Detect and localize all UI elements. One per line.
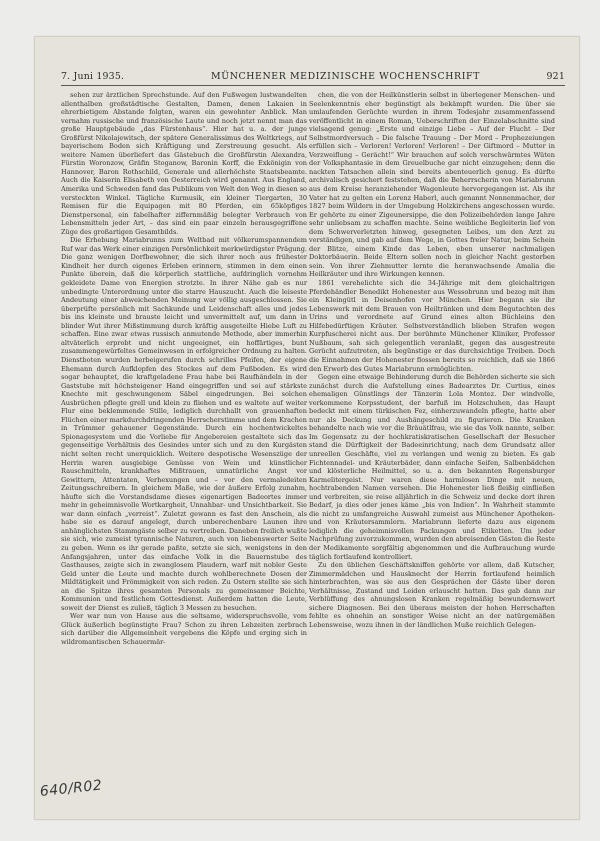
- left-column: [61, 91, 307, 791]
- header-date: 7. Juni 1935.: [61, 71, 125, 82]
- paragraph: sehen zur ärztlichen Sprechstunde. Auf den Fußwegen lustwandelten allenthalben großstädtische Gestalten, Damen, denen Lakaien in ehrerbietigem Abstande folgten, waren ein gewohnter Anblick. Man vernahm russische und französische Laute und noch jetzt nennt man das große Hauptgebäude „das Fürstenhaus“. Hier hat u. a. der junge Großfürst Nikolajewitsch, der spätere Generalissimus des Weltkriegs, auf bayerischem Boden sich Kräftigung und Zerstreuung gesucht. Als weitere Namen überliefert das Gästebuch die Großfürstin Alexandra, Fürstin Woronzow, Gräfin Stoganow, Baronin Korff, die Exkönigin von Hannover, Baron Rothschild, Generale und allerhöchste Staatsbeamte. Auch die Kaiserin Elisabeth von Oesterreich wird genannt. Aus England, Amerika und Schweden fand das Publikum von Welt den Weg in diesen so versteckten Winkel. Tägliche Kurmusik, ein kleiner Tiergarten, 30 Remisen für die Equipagen mit 80 Pferden, ein 65köpfiges Dienstpersonal, ein fabelhafter ziffernmäßig belegter Verbrauch von Lebensmitteln jeder Art, – das sind ein paar einzeln herausgegriffene Züge des großartigen Gesamtbilds.: [61, 91, 307, 236]
- paragraph: chen, die von der Heilkünstlerin selbst in überlegener Menschen- und Seelenkenntnis eher begünstigt als bekämpft wurden. Die über sie umlaufenden Gerüchte wurden in ihrem Todesjahr zusammenfassend veröffentlicht in einem Roman, Ueberschriften der Einzelabschnitte sind vielsagend genug: „Erste und einzige Liebe – Auf der Flucht – Der Selbstmordversuch – Die falsche Trauung – Der Mord – Prophezeiungen erfüllen sich – Verloren! Verloren! Verloren! – Der Giftmord – Mutter in Verzweiflung – Gerächt!“ Wir brauchen auf solch verschwärmtes Wüten der Volksphantasie in dem Greuelbuche gar nicht einzugehen; denn die nackten Tatsachen allein sind bereits abenteuerlich genug. Es dürfte archivalisch gesichert feststehen, daß die Beherrscherin von Mariabrunn aus dem Kreise heranziehender Wagenleute hervorgegangen ist. Als ihr Vater hat zu gelten ein Lorenz Haberl, auch genannt Nonnenmacher, der 1827 beim Wildern in der Umgebung Holzkirchens angeschossen wurde. Er gehörte zu einer Zigeunersippe, die den Polizeibehörden lange Jahre sehr unliebsam zu schaffen machte. Seine weibliche Begleiterin lief von dem Schwerverletzten hinweg, gesegneten Leibes, um den Arzt zu verständigen, und gab auf dem Wege, in Gottes freier Natur, beim Schein der Blitze, einem Kinde das Leben, eben unserer nachmaligen Doktorbäuerin. Beide Eltern sollen noch in gleicher Nacht gestorben sein. Von ihrer Ziehmutter lernte die heranwachsende Amalia die Heilkräuter und ihre Wirkungen kennen.: [309, 91, 555, 279]
- journal-title: MÜNCHENER MEDIZINISCHE WOCHENSCHRIFT: [211, 71, 480, 82]
- paragraph: 1861 verehelichte sich die 34-Jährige mit dem gleichaltrigen Pferdehändler Benedikt Hohenester aus Wessobrunn und bezog mit ihm ein Kleingütl in Deisenhofen vor München. Hier begann sie ihr Lebenswerk mit dem Brauen von Heiltränken und dem Begutachten des Urins und verordnete auf Grund eines alten Büchleins den Hilfebedürftigen Kräuter. Selbstverständlich blieben Strafen wegen Kurpfuscherei nicht aus. Der berühmte Münchener Kliniker, Professor Nußbaum, sah sich gelegentlich veranlaßt, gegen das ausgestreute Gerücht aufzutreten, als begünstige er das durchsichtige Treiben. Doch die Einnahmen der Hohenester flossen bereits so reichlich, daß sie 1866 den Erwerb des Gutes Mariabrunn ermöglichten.: [309, 279, 555, 373]
- page-sheet: [34, 36, 580, 820]
- paragraph: Zu den üblichen Geschäftskniffen gehörte vor allem, daß Kutscher, Zimmermädchen und Hausknecht der Herrin fortlaufend heimlich hinterbrachten, was sie aus den Gesprächen der Gäste über deren Verhältnisse, Zustand und Leiden erlauscht hatten. Das gab dann zur Verblüffung des ahnungslosen Kranken regelmäßig bewundernswert sichere Diagnosen. Bei den überaus meisten der hohen Herrschaften fehlte es ohnehin an sonstiger Weise nicht an der natürgemäßen Lebensweise, wozu ihnen in der ländlichen Muße reichlich Gelegen-: [309, 561, 555, 629]
- right-column: [309, 91, 555, 791]
- paragraph: Wer war nun von Hause aus die seltsame, widerspruchsvolle, vom Glück äußerlich begünstigte Frau? Schon zu ihren Lebzeiten zerbrach sich darüber die Allgemeinheit vergebens die Köpfe und erging sich in wildromantischen Schauermär-: [61, 612, 307, 646]
- paragraph: Gegen eine etwaige Behinderung durch die Behörden sicherte sie sich zunächst durch die Aufstellung eines Badearztes Dr. Curtius, eines ehemaligen Günstlings der Tänzerin Lola Montez. Der windvolle, verkommene Korpsstudent, der barfuß im Holzschuhen, das Haupt bedeckt mit einem türkischen Fez, einherzuwandeln pflegte, hatte aber nur als Deckung und Aushängeschild zu figurieren. Die Kranken behandelte nach wie vor die Bräuätlfrau, wie sie das Volk nannte, selber. Im Gegensatz zu der hochkratiskratischen Gesellschaft der Besucher stand die Dürftigkeit der Badeeinrichtung, nach dem Grundsatz aller unreellen Geschäfte, viel zu verlangen und wenig zu bieten. Es gab Fichtennadel- und Kräuterbäder, dann einfache Seifen, Salbenbädchen und klösterliche Heilmittel, so u. a. den bekannten Regensburger Karmelitergeist. Nur waren diese harmlosen Dinge mit neuen, hochtrabenden Namen versehen. Die Hohenester ließ fleißig einfließen und verbreiten, sie reise alljährlich in die Schweiz und decke dort ihren Bedarf, ja dies oder jenes käme „bis von Indien“. In Wahrheit stammte die nicht zu umfangreiche Auswahl zumeist aus Münchener Apotheken- und von Kräutersammlern. Mariabrunn lieferte dazu aus eigenem lediglich die geheimnisvollen Packungen und Etiketten. Um jeder Nachprüfung zuvorzukommen, wurden den abreisenden Gästen die Reste der Medikamente sorgfältig abgenommen und die Aufbrauchung wurde täglich fortlaufend kontrolliert.: [309, 373, 555, 561]
- running-header: [61, 71, 565, 86]
- paragraph: Die Erhebung Mariabrunns zum Weltbad mit völkerumspannendem Ruf war das Werk einer einzigen Persönlichkeit merkwürdigster Prägung. Die ganz wenigen Dorfbewohner, die sich ihrer noch aus frühester Kindheit her durch eigenes Erleben erinnern, stimmen in dem einen Punkte überein, daß die körperlich stattliche, aufdringlich vornehm gekleidete Dame von Energien strotzte. In ihrer Nähe gab es nur unbedingte Unterordnung unter die starre Hauszucht. Auch die leiseste Andeutung einer abweichenden Meinung war völlig ausgeschlossen. Sie überprüfte persönlich mit Sachkunde und Leidenschaft alles und jedes bis ins kleinste und brauste leicht und unvermittelt auf, um dann in blinder Wut ihrer Mißstimmung durch kräftig ausgeteilte Hiebe Luft zu schaffen. Eine zwar etwas russisch anmutende Methode, aber immerhin altväterlich erprobt und nicht ungeeignet, ein hoffärtiges, bunt zusammengewürfeltes Gemeinwesen in erfolgreicher Ordnung zu halten. Dienstboten wurden herbeigerufen durch schrilles Pfeifen, der eigene Ehemann durch Aufklopfen des Stockes auf dem Fußboden. Es wird sogar behauptet, die kraftgeladene Frau habe bei Raufhändeln in der Gaststube mit höchsteigener Hand eingegriffen und sei auf stärkste Knechte mit geschwungenem Säbel eingedrungen. Bei solchen Ausbrüchen pflegte grell und klein zu fliehen und es waltete auf weiter Flur eine beklemmende Stille, lediglich durchhallt von grauenhaften Flüchen einer markdurchdringenden Herrscherstimme und dem Krachen in Trümmer gehauener Gegenstände. Durch ein hochentwickeltes Spionagesystem und die Vorliebe für Angebereien gestaltete sich das gegenseitige Verhältnis des Gesindes unter sich und zu den Kurgästen nicht selten recht unerquicklich. Weitere despotische Wesenszüge der Herrin waren ausgiebige Genüsse von Wein und künstlicher Rauschmitteln, krankhaftes Mißtrauen, unnatürliche Angst vor Gewittern, Attentaten, Verhexungen und – vor den vermaledeiten Zeitungsschreibern. In gleichem Maße, wie der äußere Erfolg zunahm, häufte sich die Vorstandsdame dieses eigenartigen Badeortes immer mehr in geheimnisvolle Wortkargheit, Unnahbar- und Unsichtbarkeit. Sie war dann einfach „verreist“. Zuletzt gewann es fast den Anschein, als habe sie es darauf angelegt, durch unberechenbare Launen ihre anhänglichsten Stammgäste selber zu vertreiben. Daneben freilich wußte sie sich, wie zumeist tyrannische Naturen, auch von liebenswerter Seite zu geben. Wenn es ihr gerade paßte, setzte sie sich, wenigstens in den Anfangsjahren, unter das einfache Volk in die Bauernstube des Gasthauses, zeigte sich in zwanglosem Plaudern, warf mit nobler Geste Geld unter die Leute und machte durch wohlberechnete Dosen der Mildtätigkeit und Frömmigkeit von sich reden. Zu Ostern stellte sie sich an die Spitze ihres gesamten Personals zu gemeinsamer Beichte, Kommunion und festlichem Gottesdienst. Außerdem hatten die Leute, soweit der Dienst es zuließ, täglich 3 Messen zu besuchen.: [61, 236, 307, 612]
- page-number: 921: [546, 71, 565, 82]
- handwritten-annotation: 640/R02: [39, 777, 103, 800]
